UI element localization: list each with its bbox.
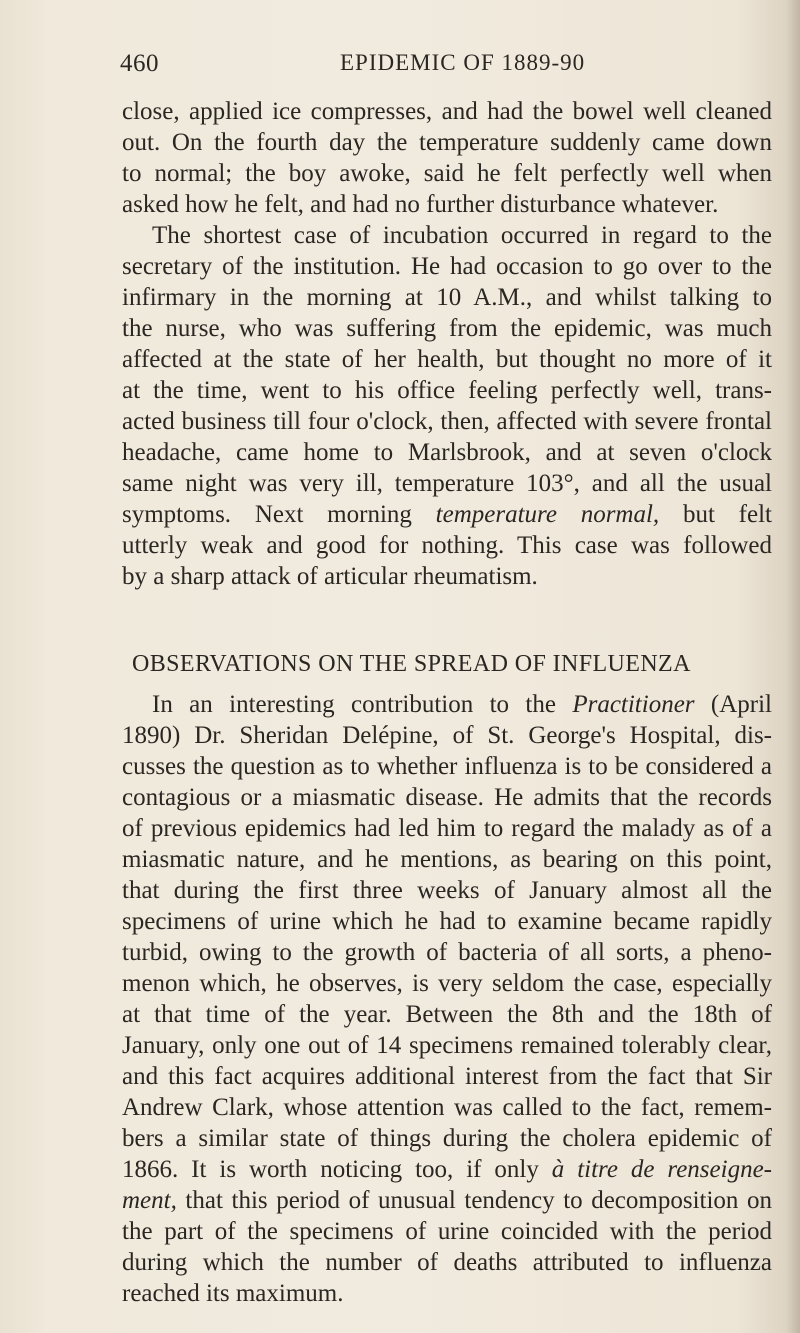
text-line: same night was very ill, temperature 103°, and all the usual: [122, 470, 772, 497]
text-line: affected at the state of her health, but thought no more of it: [122, 346, 772, 373]
text-line: miasmatic nature, and he mentions, as bearing on this point,: [122, 846, 772, 873]
line-segment: but felt: [659, 501, 772, 528]
text-line: utterly weak and good for nothing. This case was followed: [122, 532, 772, 559]
text-line: out. On the fourth day the temperature suddenly came down: [122, 129, 772, 156]
text-line: menon which, he observes, is very seldom the case, especially: [122, 970, 772, 997]
line-segment: (April: [694, 691, 772, 718]
text-line: to normal; the boy awoke, said he felt perfectly well when: [122, 160, 772, 187]
text-line: that during the first three weeks of January almost all the: [122, 877, 772, 904]
page-edge-shadow: [786, 0, 800, 1333]
text-line: turbid, owing to the growth of bacteria of all sorts, a pheno-: [122, 939, 772, 966]
text-line: The shortest case of incubation occurred in regard to the: [152, 222, 772, 249]
text-line: contagious or a miasmatic disease. He admits that the records: [122, 784, 772, 811]
text-line: Andrew Clark, whose attention was called to the fact, remem-: [122, 1094, 772, 1121]
italic-phrase: à titre de renseigne-: [551, 1156, 773, 1183]
text-line: at the time, went to his office feeling perfectly well, trans-: [122, 377, 772, 404]
page-number: 460: [120, 50, 159, 77]
text-line: secretary of the institution. He had occasion to go over to the: [122, 253, 772, 280]
text-line: close, applied ice compresses, and had the bowel well cleaned: [122, 98, 772, 125]
text-line: infirmary in the morning at 10 A.M., and whilst talking to: [122, 284, 772, 311]
line-segment: symptoms. Next morning: [122, 501, 436, 528]
italic-phrase: ment,: [122, 1187, 177, 1214]
line-segment: In an interesting contribution to the: [152, 691, 573, 718]
text-line: headache, came home to Marlsbrook, and at seven o'clock: [122, 439, 772, 466]
text-line: 1890) Dr. Sheridan Delépine, of St. George's Hospital, dis-: [122, 722, 772, 749]
text-line-mixed: [122, 499, 772, 530]
text-line: reached its maximum.: [122, 1280, 344, 1307]
italic-phrase: Practitioner: [572, 691, 695, 718]
page-header: [120, 50, 770, 86]
text-line: of previous epidemics had led him to regard the malady as of a: [122, 815, 772, 842]
text-line: by a sharp attack of articular rheumatism.: [122, 563, 538, 590]
section-heading: OBSERVATIONS ON THE SPREAD OF INFLUENZA: [132, 651, 691, 677]
text-line-mixed: [122, 1185, 772, 1216]
text-line: asked how he felt, and had no further disturbance whatever.: [122, 191, 719, 218]
text-line: at that time of the year. Between the 8th and the 18th of: [122, 1001, 772, 1028]
text-line: and this fact acquires additional interest from the fact that Sir: [122, 1063, 772, 1090]
line-segment: 1866. It is worth noticing too, if only: [122, 1156, 552, 1183]
text-line: acted business till four o'clock, then, affected with severe frontal: [122, 408, 772, 435]
text-line-mixed: [122, 689, 772, 720]
line-segment: that this period of unusual tendency to decomposition on: [176, 1187, 772, 1214]
text-line-mixed: [122, 1154, 772, 1185]
text-line: during which the number of deaths attributed to influenza: [122, 1249, 772, 1276]
text-line: January, only one out of 14 specimens remained tolerably clear,: [122, 1032, 772, 1059]
running-head: EPIDEMIC OF 1889-90: [340, 50, 586, 75]
text-line: the nurse, who was suffering from the epidemic, was much: [122, 315, 772, 342]
italic-phrase: temperature normal,: [435, 501, 660, 528]
text-line: cusses the question as to whether influenza is to be considered a: [122, 753, 772, 780]
body-text: [122, 96, 772, 1309]
text-line: bers a similar state of things during the cholera epidemic of: [122, 1125, 772, 1152]
text-line: specimens of urine which he had to examine became rapidly: [122, 908, 772, 935]
text-line: the part of the specimens of urine coincided with the period: [122, 1218, 772, 1245]
